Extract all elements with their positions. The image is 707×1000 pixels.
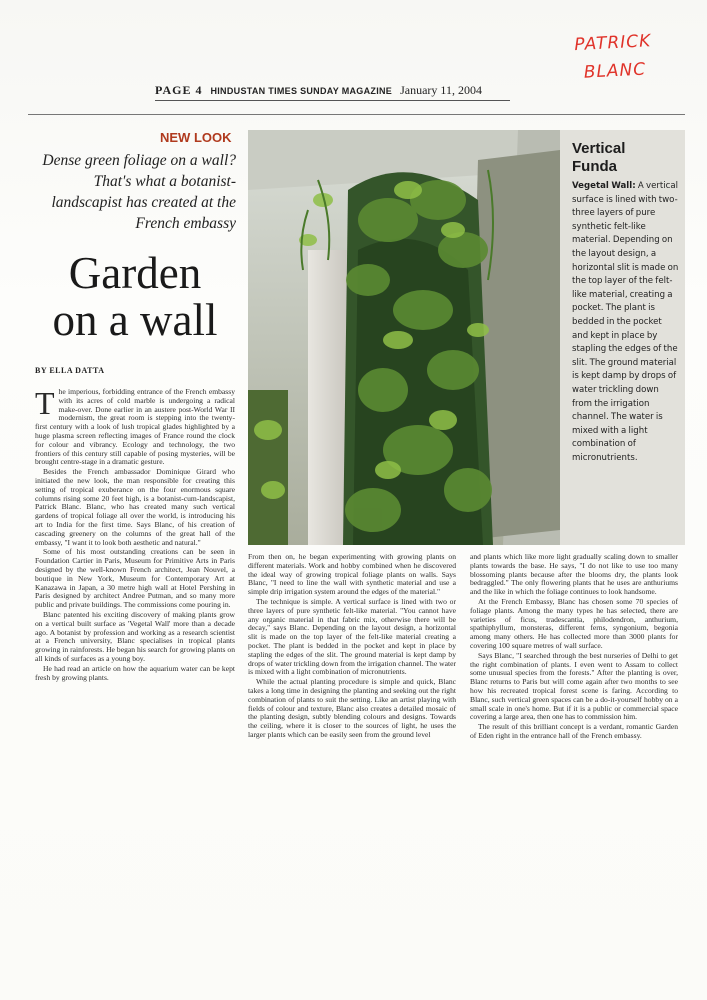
sidebar-box bbox=[560, 130, 685, 545]
article-column-3 bbox=[470, 553, 678, 742]
paragraph: From then on, he began experimenting with growing plants on different materials. Work and hobby combined when he discovered the ideal way of growing tropical foliage plants on walls. Says Blanc, "I need to line the wall with synthetic material and use a simple drip irrigation system around the edges of the material." bbox=[248, 552, 456, 597]
paragraph: Blanc patented his exciting discovery of making plants grow on a vertical built surface as 'Vegetal Wall' more than a decade ago. A botanist by profession and working as a research scientist at a French university, Blanc specialises in tropical plants growing in rainforests. He began his search for growing plants on all kinds of surfaces as a young boy. bbox=[35, 609, 235, 663]
dek: Dense green foliage on a wall? That's what a botanist-landscapist has created at the French embassy bbox=[42, 152, 236, 232]
handwritten-line-1: PATRICK bbox=[573, 31, 652, 56]
kicker: NEW LOOK bbox=[160, 130, 232, 145]
vertical-garden-illustration bbox=[248, 130, 560, 545]
paragraph: Besides the French ambassador Dominique Girard who initiated the new look, the man responsible for creating this setting of tropical exuberance on the four enormous square columns rising some 20 feet high, is a botanist-cum-landscapist, Patrick Blanc. Blanc, who has created many such vertical gardens of tropical foliage all over the world, is introducing his art to India for the first time. Says Blanc, of his creation of cascading greenery on the columns of the great hall of the embassy, "I want it to look both aesthetic and natural." bbox=[35, 467, 235, 547]
paragraph: While the actual planting procedure is simple and quick, Blanc takes a long time in designing the planting and seeking out the right combination of plants to suit the setting. Like an artist playing with fields of colour and texture, Blanc also creates a detailed mosaic of the planting design, subtly blending colours and designs. Towards the ceiling, where it is closer to the sources of light, he uses the larger plants which can be easily seen from the ground level bbox=[248, 677, 456, 739]
headline-line-2: on a wall bbox=[52, 295, 218, 345]
header-rule bbox=[28, 114, 685, 115]
handwritten-line-2: BLANC bbox=[583, 59, 647, 83]
paragraph: Some of his most outstanding creations can be seen in Foundation Cartier in Paris, Museum for Primitive Arts in Paris designed by the well-known French architect, Jean Nouvel, a boutique in New York, Museum for Contemporary Art at Kanazawa in Japan, a 30 metre high wall at Hotel Pershing in Paris designed by architect Andree Putman, and so many more public and private buildings. The commissions come pouring in. bbox=[35, 547, 235, 610]
sidebar-title bbox=[572, 140, 682, 176]
paragraph: At the French Embassy, Blanc has chosen some 70 species of foliage plants. Among the many types he has selected, there are varieties of ficus, tradescantia, philodendron, anthurium, spathiphyllum, monsteras, different ferns, syngonium, begonia among many others. He has collected more than 3000 plants for covering 100 square metres of wall surface. bbox=[470, 596, 678, 650]
sidebar-text: A vertical surface is lined with two-three layers of pure synthetic felt-like material. Depending on the layout design, a horizontal slit is made on the top layer of the felt-like material, creating a pocket. The plant is bedded in the pocket and kept in place by stapling the edges of the slit. The ground material is kept damp by drops of water trickling down from the irrigation channel. The water is mixed with a light combination of micronutrients. bbox=[572, 181, 679, 463]
headline-line-1: Garden bbox=[68, 248, 202, 298]
publication-name: HINDUSTAN TIMES SUNDAY MAGAZINE bbox=[210, 86, 393, 96]
article-column-2 bbox=[248, 553, 456, 741]
paragraph: and plants which like more light gradually scaling down to smaller plants towards the base. He says, "I do not like to use too many blossoming plants because after the blooms dry, the plants look bedraggled." The only flowering plants that he uses are anthuriums and the like in which the foliage continues to look handsome. bbox=[470, 552, 678, 597]
paragraph-text: he imperious, forbidding entrance of the French embassy with its acres of cold marble is undergoing a radical make-over. Done earlier in an austere post-World War II modernism, the great room is stepping into the twenty-first century with a look of lush tropical glades highlighted by a huge plasma screen reflecting images of France round the clock for colour and vibrancy. Ecology and technology, the two frontiers of this century still capable of posing mysteries, will be brought centre-stage in a dramatic gesture. bbox=[35, 387, 235, 467]
vertical-garden-photo bbox=[248, 130, 560, 545]
paragraph: He had read an article on how the aquarium water can be kept fresh by growing plants. bbox=[35, 663, 235, 682]
page-number: PAGE 4 bbox=[155, 83, 203, 97]
sidebar-body bbox=[572, 180, 680, 465]
drop-cap: T bbox=[35, 385, 55, 421]
masthead bbox=[155, 83, 510, 101]
sidebar-title-line-1: Vertical bbox=[572, 140, 626, 157]
issue-date: January 11, 2004 bbox=[400, 83, 482, 97]
article-column-1 bbox=[35, 385, 235, 683]
byline: BY ELLA DATTA bbox=[35, 366, 105, 375]
headline bbox=[30, 250, 240, 344]
paragraph: The technique is simple. A vertical surface is lined with two or three layers of pure synthetic felt-like material. "You cannot have any organic material in that fabric mix, otherwise there will be decay," says Blanc. Depending on the layout design, a horizontal slit is made on the top layer of the felt-like material creating a pocket. The plant is bedded in the pocket and kept in place by stapling the edges of the slit. The ground material is kept damp by drops of water trickling down from the irrigation channel. The water is mixed with a light combination of micronutrients. bbox=[248, 596, 456, 677]
sidebar-title-line-2: Funda bbox=[572, 158, 617, 175]
handwritten-note bbox=[574, 25, 697, 87]
paragraph bbox=[35, 385, 235, 467]
sidebar-label: Vegetal Wall: bbox=[572, 181, 636, 191]
paragraph: The result of this brilliant concept is a verdant, romantic Garden of Eden right in the entrance hall of the French embassy. bbox=[470, 722, 678, 740]
paragraph: Says Blanc, "I searched through the best nurseries of Delhi to get the right combination of plants. I even went to Assam to collect some unusual species from the forests." After the planting is over, Blanc returns to Paris but will come again after two months to see how his recreated tropical forest scene is faring. According to Blanc, such vertical green spaces can be a do-it-yourself hobby on a small scale in one's home. But if it is a public or commercial space covering a large area, then one has to commission him. bbox=[470, 650, 678, 722]
